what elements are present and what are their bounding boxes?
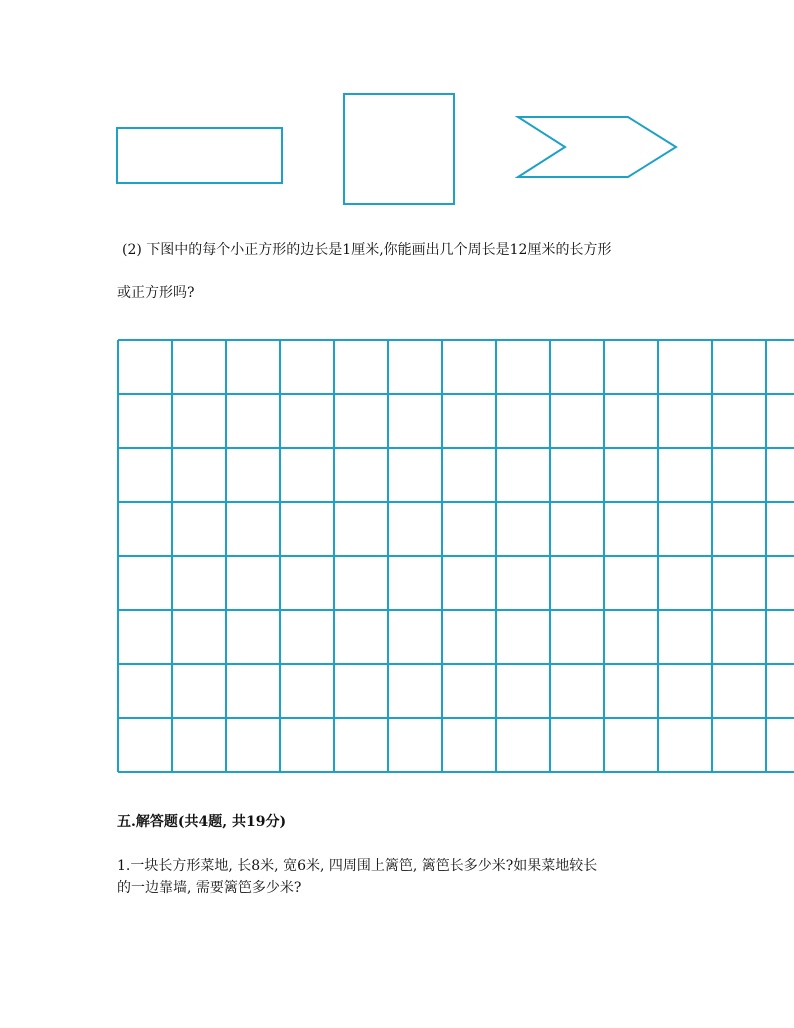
section-title: 五.解答题(共4题, 共19分): [117, 814, 287, 830]
rectangle-shape: [117, 128, 282, 183]
question2-text-line1: (2) 下图中的每个小正方形的边长是1厘米,你能画出几个周长是12厘米的长方形: [122, 242, 612, 258]
problem1-text-line2: 的一边靠墙, 需要篱笆多少米?: [117, 880, 302, 896]
shapes-figure: [0, 0, 794, 220]
square-grid: [0, 330, 794, 780]
square-shape: [344, 94, 454, 204]
question2-text-line2: 或正方形吗?: [117, 285, 195, 301]
problem1-text-line1: 1.一块长方形菜地, 长8米, 宽6米, 四周围上篱笆, 篱笆长多少米?如果菜地较长: [117, 858, 598, 874]
arrow-shape: [518, 117, 676, 177]
